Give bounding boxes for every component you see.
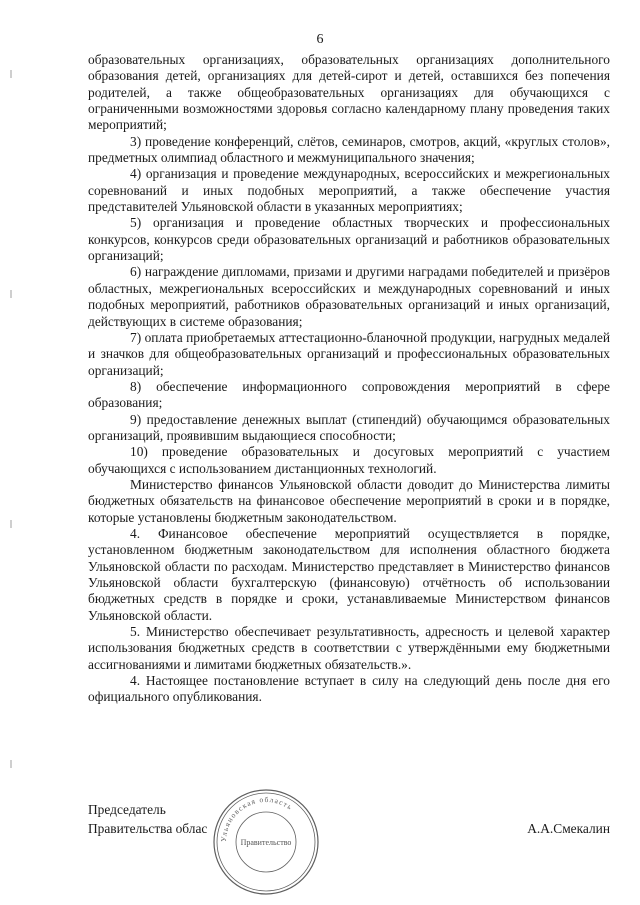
paragraph: 4. Финансовое обеспечение мероприятий осуществляется в порядке, установленном бюджетным законодательством для исполнения областного бюджета Ульяновской области по расходам. Министерство представляет в Министерство финансов Ульяновской области бухгалтерскую (финансовую) отчётность об использовании бюджетных средств в порядке и сроки, устанавливаемые Министерством финансов Ульяновской области.: [88, 525, 610, 623]
paragraph: 4. Настоящее постановление вступает в силу на следующий день после дня его официального опубликования.: [88, 673, 610, 705]
stamp-center-text: Правительство: [240, 838, 292, 847]
page-number: 6: [316, 32, 324, 47]
scan-edge-mark: [10, 520, 12, 528]
paragraph: 5) организация и проведение областных творческих и профессиональных конкурсов, конкурсов среди образовательных организаций и работников образовательных организаций;: [88, 215, 610, 264]
paragraph: 8) обеспечение информационного сопровождения мероприятий в сфере образования;: [88, 378, 610, 411]
signatory-name: А.А.Смекалин: [527, 821, 610, 836]
paragraph: 6) награждение дипломами, призами и другими наградами победителей и призёров областных, межрегиональных всероссийских и международных соревнований и иных подобных мероприятий, работников образовательных организаций и иных организаций, действующих в системе образования;: [88, 264, 610, 329]
paragraph: 4) организация и проведение международных, всероссийских и межрегиональных соревнований и иных подобных мероприятий, а также обеспечение участия представителей Ульяновской области в указанных мероприятиях;: [88, 166, 610, 215]
paragraph: Министерство финансов Ульяновской области доводит до Министерства лимиты бюджетных обязательств на финансовое обеспечение мероприятий в сроки и в порядке, которые установлены бюджетным законодательством.: [88, 476, 610, 525]
signature-block: [88, 800, 610, 838]
paragraph: 5. Министерство обеспечивает результативность, адресность и целевой характер использования бюджетных средств в соответствии с утверждёнными ему бюджетными ассигнованиями и лимитами бюджетных обязательств.».: [88, 624, 610, 672]
scan-edge-mark: [10, 70, 12, 78]
paragraph: 9) предоставление денежных выплат (стипендий) обучающимся образовательных организаций, проявившим выдающиеся способности;: [88, 411, 610, 443]
paragraph: образовательных организациях, образовательных организациях дополнительного образования детей, организациях для детей-сирот и детей, оставшихся без попечения родителей, а также общеобразовательных организациях для обучающихся с ограниченными возможностями здоровья согласно календарному плану проведения таких мероприятий;: [88, 52, 610, 133]
signatory-title-line1: Председатель: [88, 802, 166, 817]
paragraph: 3) проведение конференций, слётов, семинаров, смотров, акций, «круглых столов», предметных олимпиад областного и межмуниципального значения;: [88, 133, 610, 166]
document-body: [88, 52, 610, 706]
scan-edge-mark: [10, 290, 12, 298]
paragraph: 10) проведение образовательных и досуговых мероприятий с участием обучающихся с использованием дистанционных технологий.: [88, 444, 610, 476]
stamp-ring-text: Ульяновская область: [218, 794, 295, 843]
scan-edge-mark: [10, 760, 12, 768]
signatory-title-line2: Правительства облас: [88, 821, 208, 836]
paragraph: 7) оплата приобретаемых аттестационно-бланочной продукции, нагрудных медалей и значков для общеобразовательных организаций и профессиональных образовательных организаций;: [88, 329, 610, 378]
